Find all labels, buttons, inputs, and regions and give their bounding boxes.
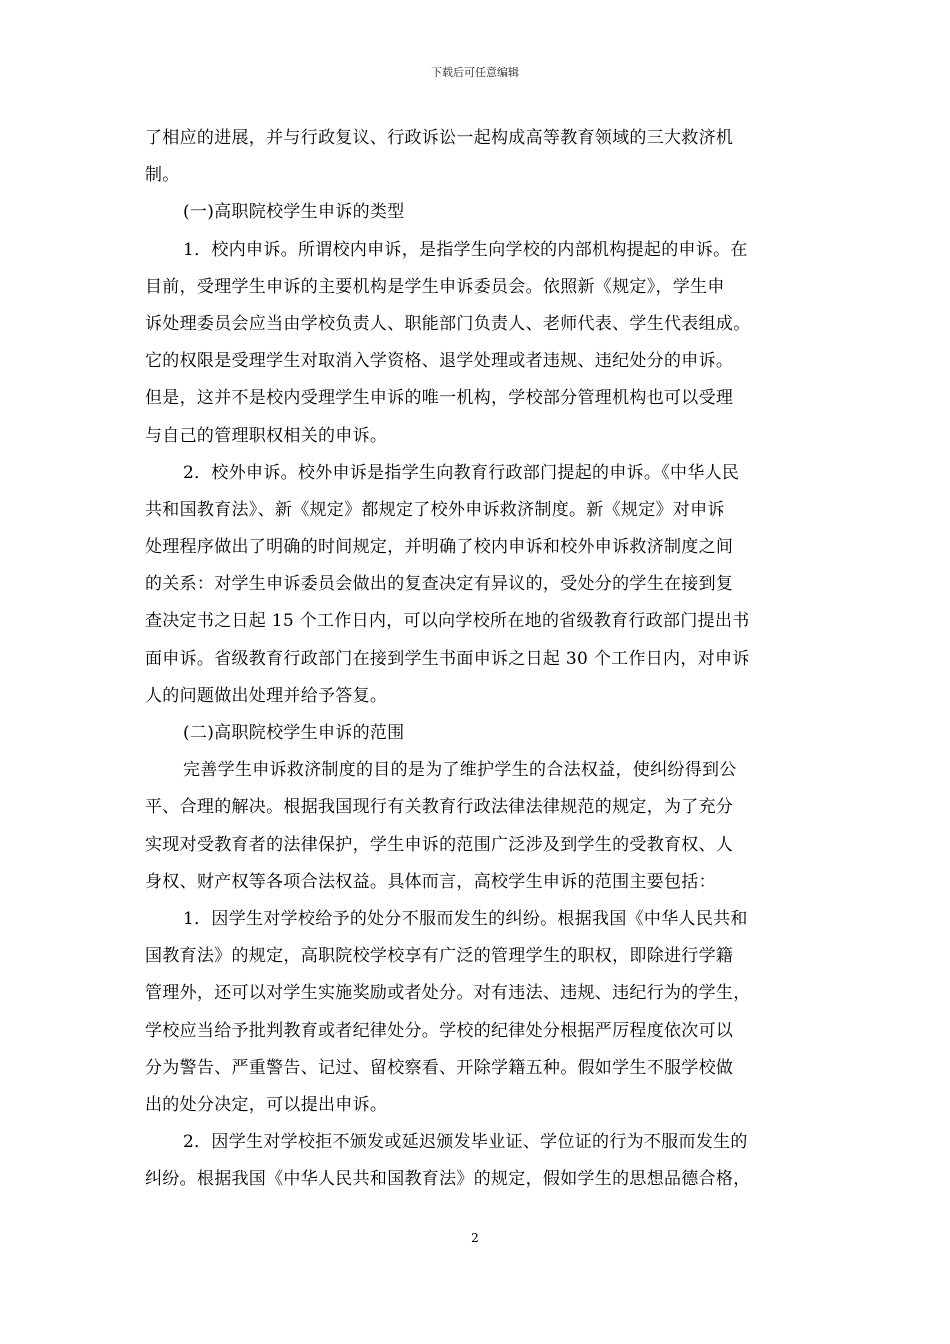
- body-line: 面申诉。省级教育行政部门在接到学生书面申诉之日起 30 个工作日内，对申诉: [145, 648, 750, 669]
- body-line: 2．因学生对学校拒不颁发或延迟颁发毕业证、学位证的行为不服而发生的: [183, 1132, 748, 1153]
- body-line: 分为警告、严重警告、记过、留校察看、开除学籍五种。假如学生不服学校做: [145, 1057, 734, 1078]
- body-line: 与自己的管理职权相关的申诉。: [145, 425, 388, 446]
- page-header: 下载后可任意编辑: [431, 66, 519, 79]
- body-line: 的关系：对学生申诉委员会做出的复查决定有异议的，受处分的学生在接到复: [145, 574, 734, 595]
- body-line: 2．校外申诉。校外申诉是指学生向教育行政部门提起的申诉。《中华人民: [183, 462, 740, 483]
- page-number: 2: [471, 1231, 479, 1245]
- body-line: 1．校内申诉。所谓校内申诉，是指学生向学校的内部机构提起的申诉。在: [183, 239, 748, 260]
- body-line: 实现对受教育者的法律保护，学生申诉的范围广泛涉及到学生的受教育权、人: [145, 834, 734, 855]
- body-line: 管理外，还可以对学生实施奖励或者处分。对有违法、违规、违纪行为的学生，: [145, 983, 751, 1004]
- body-line: 学校应当给予批判教育或者纪律处分。学校的纪律处分根据严厉程度依次可以: [145, 1020, 734, 1041]
- section-heading: (一)高职院校学生申诉的类型: [183, 202, 405, 223]
- body-line: 出的处分决定，可以提出申诉。: [145, 1094, 388, 1115]
- body-line: 了相应的进展，并与行政复议、行政诉讼一起构成高等教育领域的三大救济机: [145, 128, 734, 148]
- body-line: 共和国教育法》、新《规定》都规定了校外申诉救济制度。新《规定》对申诉: [145, 499, 725, 520]
- document-body: [145, 120, 805, 1198]
- body-line: 平、合理的解决。根据我国现行有关教育行政法律法律规范的规定，为了充分: [145, 797, 734, 818]
- body-line: 完善学生申诉救济制度的目的是为了维护学生的合法权益，使纠纷得到公: [183, 760, 737, 781]
- body-line: 1．因学生对学校给予的处分不服而发生的纠纷。根据我国《中华人民共和: [183, 908, 748, 929]
- section-heading: (二)高职院校学生申诉的范围: [183, 723, 405, 743]
- body-line: 它的权限是受理学生对取消入学资格、退学处理或者违规、违纪处分的申诉。: [145, 351, 734, 372]
- body-line: 纠纷。根据我国《中华人民共和国教育法》的规定，假如学生的思想品德合格，: [145, 1169, 751, 1190]
- body-line: 但是，这并不是校内受理学生申诉的唯一机构，学校部分管理机构也可以受理: [145, 388, 734, 409]
- body-line: 处理程序做出了明确的时间规定，并明确了校内申诉和校外申诉救济制度之间: [145, 537, 734, 558]
- body-line: 查决定书之日起 15 个工作日内，可以向学校所在地的省级教育行政部门提出书: [145, 611, 750, 632]
- body-line: 制。: [145, 165, 180, 186]
- body-line: 目前，受理学生申诉的主要机构是学生申诉委员会。依照新《规定》，学生申: [145, 276, 725, 297]
- body-line: 人的问题做出处理并给予答复。: [145, 685, 388, 706]
- body-line: 国教育法》的规定，高职院校学校享有广泛的管理学生的职权，即除进行学籍: [145, 946, 734, 967]
- body-line: 诉处理委员会应当由学校负责人、职能部门负责人、老师代表、学生代表组成。: [145, 313, 751, 334]
- body-line: 身权、财产权等各项合法权益。具体而言，高校学生申诉的范围主要包括：: [145, 871, 716, 892]
